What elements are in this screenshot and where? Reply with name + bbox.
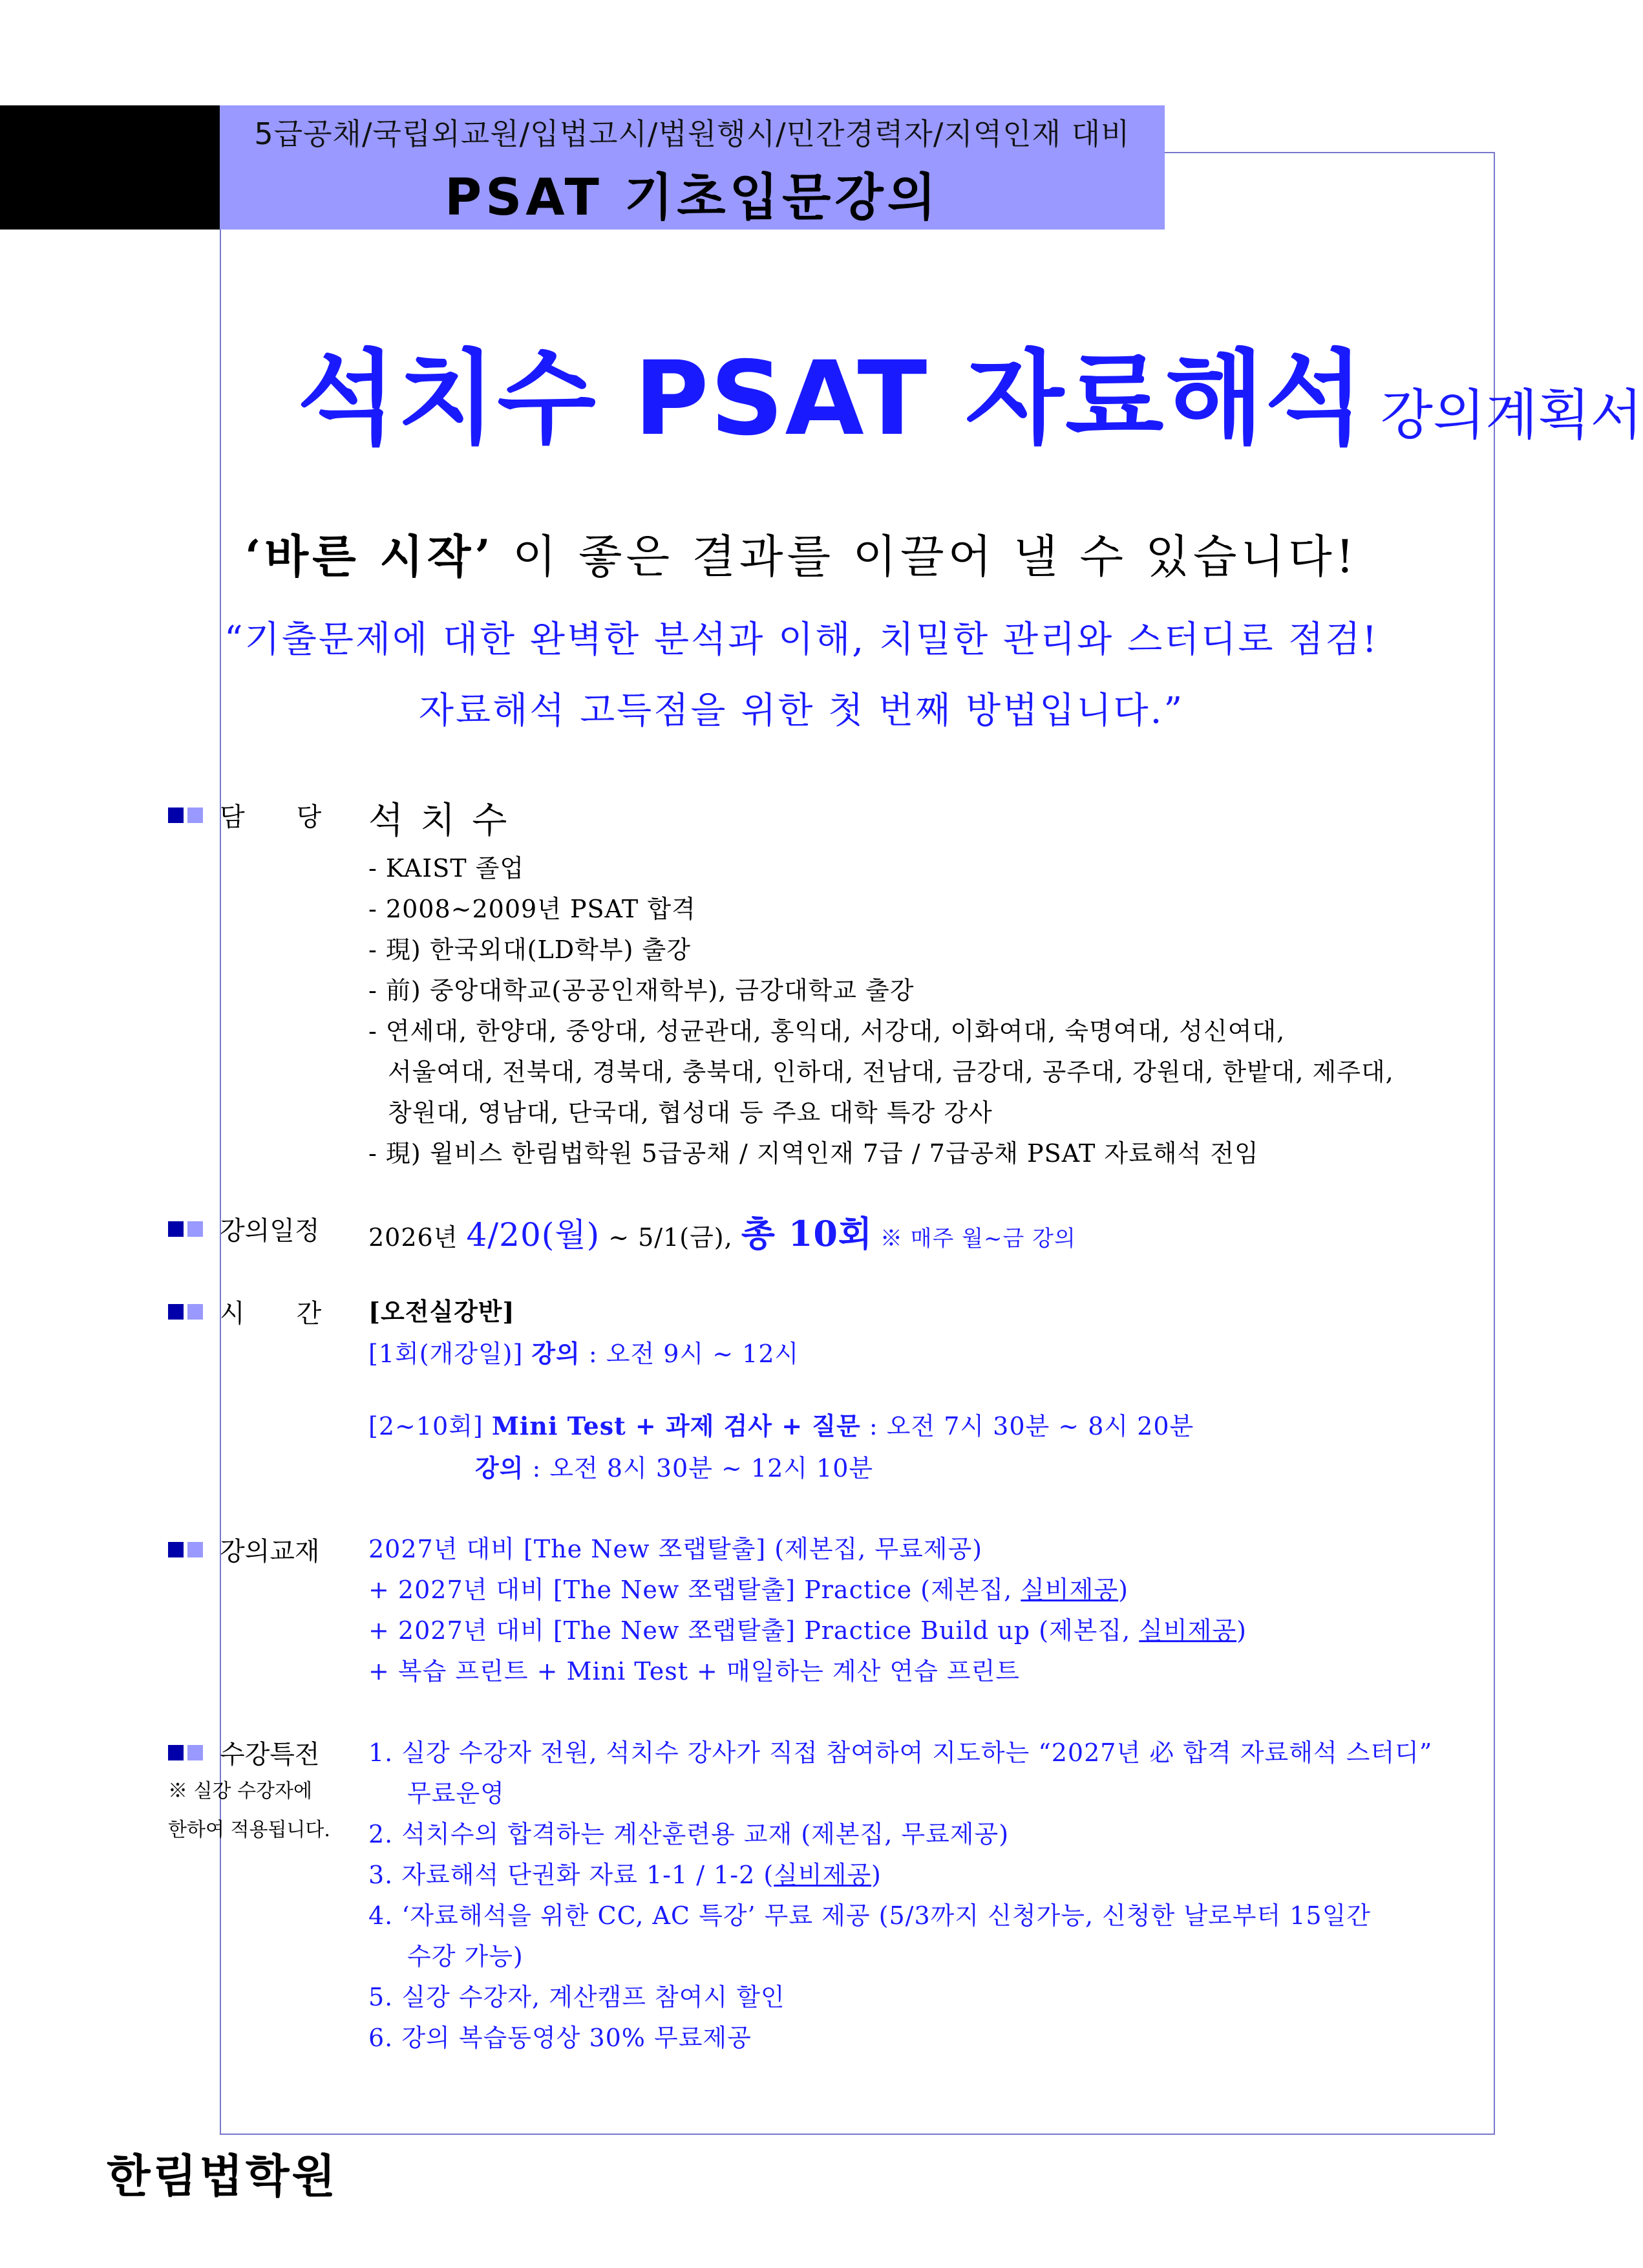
header-banner	[220, 105, 1165, 230]
section-time-label	[168, 1293, 321, 1330]
slogan-quoted: ‘바른 시작’	[245, 530, 494, 583]
bio-line: - 연세대, 한양대, 중앙대, 성균관대, 홍익대, 서강대, 이화여대, 숙명여대, 성신여대,	[368, 1017, 1286, 1045]
instructor-label: 담 당	[220, 802, 322, 832]
time-lecture: 강의	[531, 1339, 580, 1368]
slogan	[0, 520, 1603, 586]
bullet-square-icon	[168, 1745, 184, 1760]
header-black-block	[0, 105, 220, 230]
time-range: : 오전 7시 30분 ~ 8시 20분	[860, 1412, 1194, 1440]
benefit-item: 6. 강의 복습동영상 30% 무료제공	[368, 2024, 752, 2052]
benefit-item: 수강 가능)	[407, 1942, 524, 1971]
benefit-item: 2. 석치수의 합격하는 계산훈련용 교재 (제본집, 무료제공)	[368, 1820, 1010, 1848]
bio-line: - 現) 한국외대(LD학부) 출강	[368, 936, 691, 964]
textbook-underlined: 실비제공	[1139, 1616, 1237, 1645]
schedule-end: ~ 5/1(금),	[600, 1223, 741, 1252]
schedule-line	[368, 1206, 1076, 1256]
page-title	[297, 317, 1643, 464]
section-textbook-label	[168, 1531, 320, 1568]
textbook-line: 2027년 대비 [The New 쪼랩탈출] (제본집, 무료제공)	[368, 1535, 983, 1563]
section-instructor-label	[168, 797, 321, 833]
textbook-text: )	[1236, 1616, 1247, 1645]
bio-line: - 2008~2009년 PSAT 합격	[368, 895, 696, 923]
benefit-item: 무료운영	[407, 1779, 505, 1808]
bullet-square-icon	[187, 1745, 203, 1760]
bio-line: 서울여대, 전북대, 경북대, 충북대, 인하대, 전남대, 금강대, 공주대, 강원대, 한밭대, 제주대,	[388, 1058, 1394, 1086]
textbook-text: + 2027년 대비 [The New 쪼랩탈출] Practice Build up (제본집,	[368, 1616, 1140, 1645]
benefit-item	[368, 1855, 882, 1890]
schedule-label: 강의일정	[220, 1216, 320, 1246]
benefit-item: 1. 실강 수강자 전원, 석치수 강사가 직접 참여하여 지도하는 “2027년 必 합격 자료해석 스터디”	[368, 1738, 1433, 1767]
bullet-square-icon	[187, 1304, 203, 1320]
textbook-text: + 2027년 대비 [The New 쪼랩탈출] Practice (제본집,	[368, 1576, 1021, 1604]
benefits-label: 수강특전	[220, 1740, 320, 1770]
benefit-underlined: 실비제공	[774, 1861, 872, 1889]
quote-line-1: “기출문제에 대한 완벽한 분석과 이해, 치밀한 관리와 스터디로 점검!	[224, 619, 1379, 661]
title-main: 석치수 PSAT 자료해석	[297, 339, 1365, 458]
section-benefits-label	[168, 1734, 320, 1771]
time-label: 시 간	[220, 1299, 322, 1329]
title-sub: 강의계획서	[1380, 383, 1643, 447]
header-title: PSAT 기초입문강의	[444, 169, 940, 227]
time-session: [1회(개강일)]	[368, 1340, 532, 1368]
textbook-line: + 복습 프린트 + Mini Test + 매일하는 계산 연습 프린트	[368, 1657, 1020, 1685]
bullet-square-icon	[168, 1221, 184, 1237]
slogan-rest: 이 좋은 결과를 이끌어 낼 수 있습니다!	[494, 530, 1358, 583]
time-range: : 오전 8시 30분 ~ 12시 10분	[524, 1454, 874, 1482]
bio-line: - 前) 중앙대학교(공공인재학부), 금강대학교 출강	[368, 976, 915, 1005]
benefits-note: 한하여 적용됩니다.	[168, 1819, 330, 1841]
benefit-text: )	[871, 1861, 882, 1889]
bullet-square-icon	[168, 1542, 184, 1557]
bullet-square-icon	[168, 1304, 184, 1320]
textbook-underlined: 실비제공	[1021, 1576, 1119, 1604]
instructor-name: 석치수	[368, 800, 524, 842]
academy-logo: 한림법학원	[107, 2150, 339, 2203]
time-line-1	[368, 1334, 799, 1369]
bullet-square-icon	[168, 808, 184, 823]
textbook-label: 강의교재	[220, 1537, 320, 1567]
quote-line-2: 자료해석 고득점을 위한 첫 번째 방법입니다.”	[418, 690, 1185, 732]
time-activity: Mini Test + 과제 검사 + 질문	[491, 1411, 861, 1440]
bio-line: - KAIST 졸업	[368, 854, 525, 883]
bullet-square-icon	[187, 1542, 203, 1557]
bullet-square-icon	[187, 1221, 203, 1237]
benefit-text: 3. 자료해석 단권화 자료 1-1 / 1-2 (	[368, 1861, 774, 1889]
bullet-square-icon	[187, 808, 203, 823]
time-class: [오전실강반]	[368, 1297, 515, 1326]
benefit-item: 5. 실강 수강자, 계산캠프 참여시 할인	[368, 1983, 785, 2011]
bio-line: 창원대, 영남대, 단국대, 협성대 등 주요 대학 특강 강사	[388, 1098, 993, 1127]
schedule-start: 4/20(월)	[466, 1216, 600, 1254]
time-lecture: 강의	[475, 1453, 524, 1482]
time-line-2	[368, 1406, 1194, 1442]
schedule-note: ※ 매주 월~금 강의	[873, 1226, 1076, 1252]
benefits-note: ※ 실강 수강자에	[168, 1780, 312, 1803]
textbook-line	[368, 1610, 1247, 1646]
header-subtitle: 5급공채/국립외교원/입법고시/법원행시/민간경력자/지역인재 대비	[254, 116, 1130, 151]
textbook-line	[368, 1570, 1129, 1605]
section-schedule-label	[168, 1210, 320, 1247]
time-line-3	[475, 1448, 873, 1484]
time-range: : 오전 9시 ~ 12시	[580, 1340, 800, 1368]
time-session: [2~10회]	[368, 1412, 492, 1440]
textbook-text: )	[1118, 1576, 1129, 1604]
bio-line: - 現) 윌비스 한림법학원 5급공채 / 지역인재 7급 / 7급공채 PSAT 자료해석 전임	[368, 1139, 1259, 1168]
benefit-item: 4. ‘자료해석을 위한 CC, AC 특강’ 무료 제공 (5/3까지 신청가능, 신청한 날로부터 15일간	[368, 1901, 1371, 1930]
schedule-total: 총 10회	[741, 1213, 873, 1254]
schedule-year: 2026년	[368, 1223, 467, 1252]
